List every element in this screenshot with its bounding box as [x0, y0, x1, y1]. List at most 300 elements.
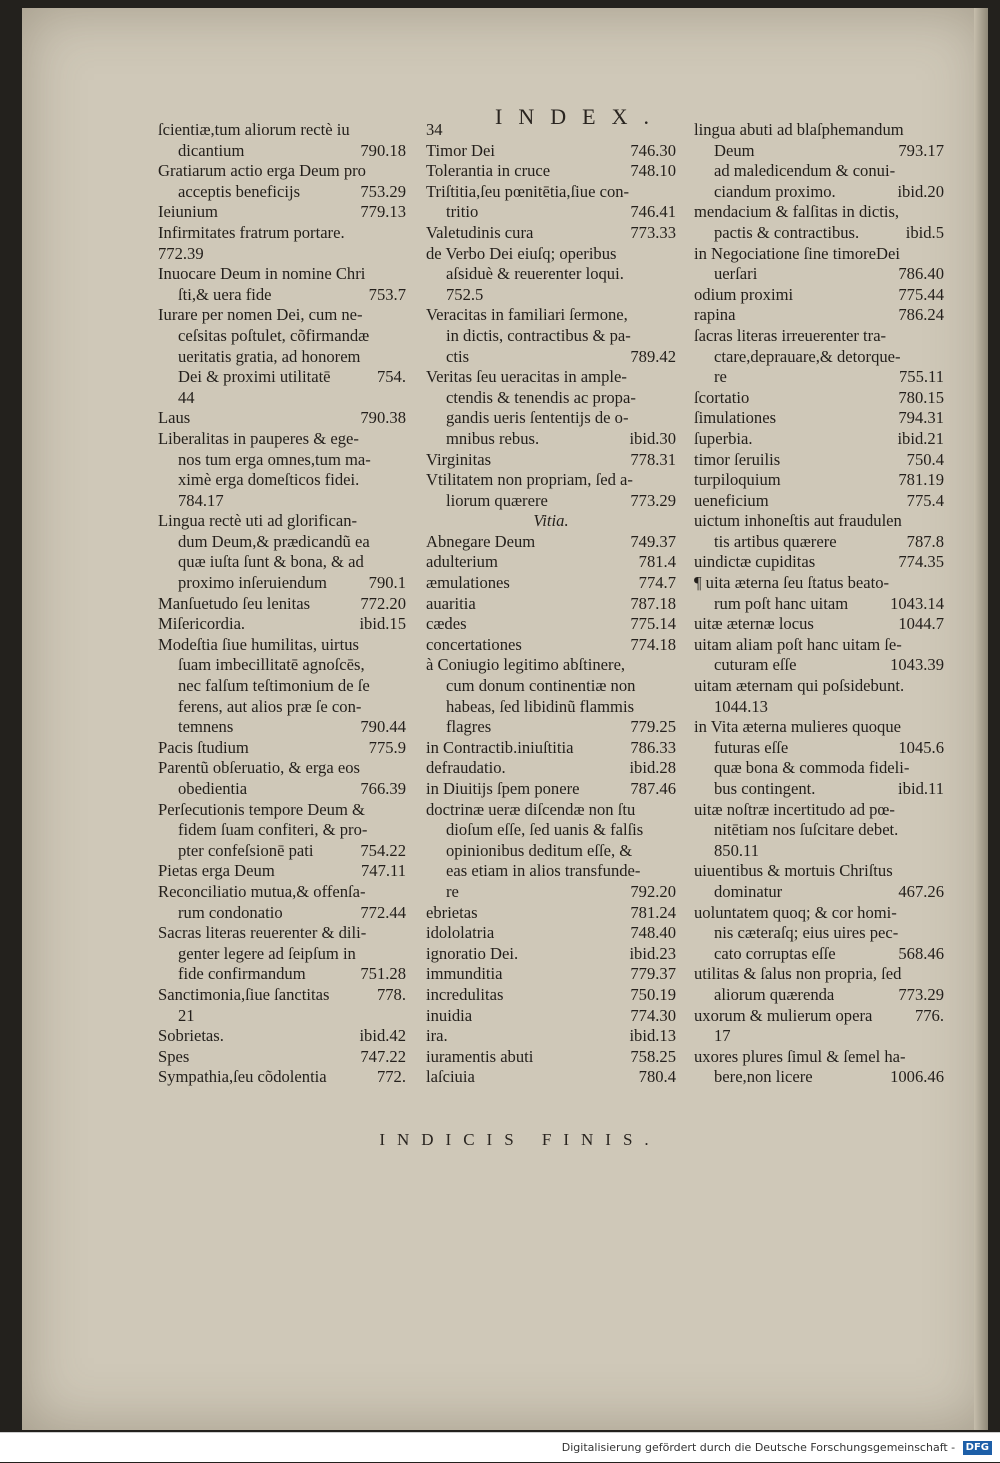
index-entry	[158, 1006, 406, 1027]
entry-page-ref: 775.44	[898, 284, 944, 304]
index-entry	[426, 676, 676, 697]
dfg-logo: DFG	[963, 1441, 992, 1455]
index-entry	[426, 614, 676, 635]
entry-text: Virginitas	[426, 449, 492, 469]
entry-page-ref: 786.40	[898, 264, 944, 284]
entry-text: defraudatio.	[426, 758, 506, 778]
entry-text: Sanctimonia,ſiue ſanctitas	[158, 984, 330, 1004]
index-entry	[426, 944, 676, 965]
entry-text: Inuocare Deum in nomine Chri	[158, 264, 366, 284]
entry-text: immunditia	[426, 964, 503, 984]
entry-text: cædes	[426, 614, 467, 634]
index-entry	[426, 182, 676, 203]
entry-page-ref: 787.46	[630, 779, 676, 798]
index-entry	[694, 944, 944, 965]
index-entry	[694, 141, 944, 162]
entry-text: lingua abuti ad blaſphemandum	[694, 120, 904, 139]
index-entry	[426, 861, 676, 882]
index-entry	[694, 800, 944, 821]
entry-page-ref: 781.19	[898, 470, 944, 490]
entry-text: in dictis, contractibus & pa-	[446, 325, 631, 345]
index-column-1	[158, 120, 406, 1088]
credit-text: Digitalisierung gefördert durch die Deutsche Forschungsgemeinschaft -	[561, 1441, 956, 1454]
entry-text: quæ bona & commoda fideli-	[714, 758, 910, 778]
index-entry	[158, 470, 406, 491]
index-entry	[158, 738, 406, 759]
entry-text: Veracitas in familiari ſermone,	[426, 305, 628, 325]
index-entry	[694, 635, 944, 656]
index-entry	[694, 429, 944, 450]
index-entry	[694, 964, 944, 985]
entry-text: æmulationes	[426, 573, 510, 593]
entry-text: Pietas erga Deum	[158, 861, 275, 881]
index-entry	[158, 141, 406, 162]
entry-page-ref: 774.7	[638, 573, 676, 593]
entry-page-ref: ibid.42	[359, 1026, 406, 1046]
colophon-line: INDICIS FINIS.	[379, 1130, 661, 1149]
entry-page-ref: 779.37	[630, 964, 676, 984]
entry-text: uitam aliam poſt hanc uitam ſe-	[694, 634, 902, 654]
entry-page-ref: 748.40	[630, 923, 676, 943]
entry-text: 850.11	[714, 840, 760, 860]
entry-text: mnibus rebus.	[446, 428, 540, 448]
index-entry	[158, 964, 406, 985]
index-entry	[426, 635, 676, 656]
index-entry	[426, 964, 676, 985]
entry-text: à Coniugio legitimo abſtinere,	[426, 655, 626, 675]
index-entry	[158, 388, 406, 409]
entry-text: mendacium & falſitas in dictis,	[694, 202, 900, 222]
index-entry	[158, 944, 406, 965]
entry-text: uindictæ cupiditas	[694, 552, 816, 572]
entry-text: gandis ueris ſententijs de o-	[446, 408, 629, 428]
index-entry	[694, 450, 944, 471]
index-entry	[694, 120, 944, 141]
index-entry	[158, 450, 406, 471]
entry-text: acceptis beneficijs	[178, 181, 301, 201]
index-entry	[694, 717, 944, 738]
index-entry	[426, 408, 676, 429]
entry-text: ¶ uita æterna ſeu ſtatus beato-	[694, 573, 890, 593]
entry-text: Veritas ſeu ueracitas in ample-	[426, 367, 627, 387]
entry-text: bere,non licere	[714, 1067, 813, 1087]
entry-text: ſimulationes	[694, 408, 777, 428]
entry-text: ad maledicendum & conui-	[714, 161, 896, 181]
index-entry	[694, 923, 944, 944]
index-entry	[426, 367, 676, 388]
entry-text: ferens, aut alios præ ſe con-	[178, 696, 362, 716]
entry-text: Liberalitas in pauperes & ege-	[158, 428, 359, 448]
entry-page-ref: ibid.13	[629, 1026, 676, 1046]
index-entry	[694, 223, 944, 244]
entry-text: turpiloquium	[694, 470, 781, 490]
index-entry	[694, 614, 944, 635]
entry-page-ref: 790.38	[360, 408, 406, 428]
entry-text: ira.	[426, 1026, 448, 1046]
entry-text: aſsiduè & reuerenter loqui.	[446, 264, 624, 284]
entry-text: 784.17	[178, 490, 224, 510]
entry-page-ref: 754.22	[360, 840, 406, 860]
entry-page-ref: ibid.23	[629, 943, 676, 963]
entry-page-ref: 789.42	[630, 346, 676, 366]
entry-text: doctrinæ ueræ diſcendæ non ſtu	[426, 799, 636, 819]
index-entry	[158, 779, 406, 800]
entry-text: Spes	[158, 1046, 190, 1066]
entry-text: timor ſeruilis	[694, 449, 781, 469]
entry-page-ref: ibid.21	[897, 428, 944, 448]
index-entry	[426, 470, 676, 491]
entry-text: Pacis ſtudium	[158, 737, 249, 757]
entry-page-ref: 749.37	[630, 531, 676, 551]
entry-text: proximo inſeruiendum	[178, 573, 327, 593]
index-entry	[158, 511, 406, 532]
index-entry	[158, 532, 406, 553]
index-entry	[694, 820, 944, 841]
entry-text: ſti,& uera fide	[178, 284, 272, 304]
entry-text: opinionibus deditum eſſe, &	[446, 840, 633, 860]
index-entry	[158, 244, 406, 265]
entry-text: Sympathia,ſeu cõdolentia	[158, 1067, 327, 1087]
entry-text: aliorum quærenda	[714, 984, 835, 1004]
entry-text: re	[446, 881, 459, 901]
entry-text: uxores plures ſimul & ſemel ha-	[694, 1046, 906, 1066]
entry-text: inuidia	[426, 1005, 473, 1025]
index-entry	[426, 120, 676, 141]
index-entry	[426, 779, 676, 800]
index-entry	[426, 347, 676, 368]
index-entry	[426, 820, 676, 841]
entry-page-ref: ibid.11	[898, 779, 944, 798]
entry-text: habeas, ſed libidinũ flammis	[446, 696, 635, 716]
entry-text: uitam æternam qui poſsidebunt.	[694, 676, 905, 696]
entry-page-ref: 775.4	[906, 490, 944, 510]
index-entry	[426, 264, 676, 285]
entry-text: laſciuia	[426, 1067, 475, 1087]
index-entry	[694, 1047, 944, 1068]
index-entry	[426, 655, 676, 676]
entry-text: pter confeſsionē pati	[178, 840, 314, 860]
entry-page-ref: 568.46	[898, 943, 944, 963]
entry-text: in Vita æterna mulieres quoque	[694, 717, 901, 737]
entry-page-ref: 773.29	[630, 490, 676, 510]
entry-page-ref: 747.22	[360, 1046, 406, 1066]
index-entry	[694, 408, 944, 429]
index-entry	[158, 573, 406, 594]
entry-text: uitæ æternæ locus	[694, 614, 814, 634]
book-page	[22, 8, 988, 1430]
index-entry	[158, 347, 406, 368]
entry-page-ref: ibid.28	[629, 758, 676, 778]
index-entry	[426, 738, 676, 759]
entry-text: Timor Dei	[426, 140, 495, 160]
entry-text: re	[714, 367, 727, 387]
entry-text: Triſtitia,ſeu pœnitētia,ſiue con-	[426, 181, 630, 201]
index-entry	[426, 1006, 676, 1027]
index-entry	[426, 491, 676, 512]
entry-page-ref: 772.44	[360, 902, 406, 922]
entry-text: uiuentibus & mortuis Chriſtus	[694, 861, 893, 881]
entry-text: incredulitas	[426, 984, 504, 1004]
index-entry	[158, 882, 406, 903]
index-entry	[426, 388, 676, 409]
entry-text: pactis & contractibus.	[714, 222, 860, 242]
entry-text: ctis	[446, 346, 470, 366]
entry-text: nitētiam nos ſuſcitare debet.	[714, 820, 899, 840]
running-header: INDEX.	[495, 104, 665, 129]
entry-text: Manſuetudo ſeu lenitas	[158, 593, 311, 613]
entry-text: Modeſtia ſiue humilitas, uirtus	[158, 634, 359, 654]
index-entry	[694, 388, 944, 409]
index-column-2	[426, 120, 676, 1088]
index-entry	[694, 676, 944, 697]
entry-text: ſcortatio	[694, 387, 750, 407]
entry-page-ref: 779.13	[360, 202, 406, 222]
entry-page-ref: 774.18	[630, 634, 676, 654]
index-entry	[694, 552, 944, 573]
entry-text: fide confirmandum	[178, 964, 306, 984]
entry-text: 17	[714, 1026, 731, 1046]
entry-text: Infirmitates fratrum portare.	[158, 222, 345, 242]
entry-page-ref: ibid.15	[359, 614, 406, 634]
entry-page-ref: 758.25	[630, 1046, 676, 1066]
entry-text: uerſari	[714, 264, 758, 284]
index-entry	[426, 1047, 676, 1068]
index-entry	[426, 697, 676, 718]
index-entry	[158, 676, 406, 697]
index-entry	[426, 758, 676, 779]
index-entry	[158, 367, 406, 388]
entry-page-ref: 1043.39	[890, 655, 944, 675]
entry-text: uictum inhoneſtis aut fraudulen	[694, 511, 902, 531]
entry-text: 44	[178, 387, 195, 407]
index-entry	[694, 1026, 944, 1047]
entry-text: Parentũ obſeruatio, & erga eos	[158, 758, 360, 778]
entry-text: nos tum erga omnes,tum ma-	[178, 449, 371, 469]
index-entry	[694, 861, 944, 882]
index-entry	[694, 655, 944, 676]
index-entry	[158, 429, 406, 450]
index-entry	[158, 120, 406, 141]
entry-text: ximè erga domeſticos fidei.	[178, 470, 360, 490]
index-entry	[426, 552, 676, 573]
entry-page-ref: ibid.30	[629, 428, 676, 448]
entry-page-ref: 755.11	[898, 367, 944, 387]
entry-page-ref: 781.24	[630, 902, 676, 922]
entry-text: uoluntatem quoq; & cor homi-	[694, 902, 897, 922]
entry-page-ref: 753.7	[368, 284, 406, 304]
entry-page-ref: 750.4	[906, 449, 944, 469]
entry-text: uxorum & mulierum opera	[694, 1005, 873, 1025]
index-entry	[694, 285, 944, 306]
entry-text: Sacras literas reuerenter & dili-	[158, 923, 367, 943]
index-entry	[158, 161, 406, 182]
entry-page-ref: ibid.20	[897, 181, 944, 201]
entry-text: tritio	[446, 202, 479, 222]
entry-text: in Contractib.iniuſtitia	[426, 737, 574, 757]
entry-text: flagres	[446, 717, 492, 737]
index-entry	[158, 305, 406, 326]
entry-text: Miſericordia.	[158, 614, 246, 634]
entry-text: Tolerantia in cruce	[426, 161, 551, 181]
index-entry	[426, 985, 676, 1006]
index-entry	[694, 202, 944, 223]
entry-text: cum donum continentiæ non	[446, 676, 636, 696]
index-entry	[694, 882, 944, 903]
digitization-credit	[0, 1432, 1000, 1462]
index-entry	[426, 903, 676, 924]
entry-text: 21	[178, 1005, 195, 1025]
index-entry	[158, 1067, 406, 1088]
index-entry	[694, 367, 944, 388]
index-entry	[426, 1067, 676, 1088]
entry-text: obedientia	[178, 779, 248, 798]
index-entry	[158, 552, 406, 573]
entry-page-ref: 790.44	[360, 717, 406, 737]
entry-text: adulterium	[426, 552, 498, 572]
index-entry	[426, 841, 676, 862]
index-entry	[694, 244, 944, 265]
entry-text: ctare,deprauare,& detorque-	[714, 346, 901, 366]
index-entry	[694, 532, 944, 553]
entry-text: Ieiunium	[158, 202, 218, 222]
entry-page-ref: 751.28	[360, 964, 406, 984]
entry-page-ref: 748.10	[630, 161, 676, 181]
index-entry	[694, 511, 944, 532]
entry-page-ref: 1043.14	[890, 593, 944, 613]
index-entry	[694, 305, 944, 326]
index-entry	[158, 758, 406, 779]
entry-text: Gratiarum actio erga Deum pro	[158, 161, 366, 181]
index-entry	[694, 491, 944, 512]
index-entry	[158, 285, 406, 306]
entry-text: futuras eſſe	[714, 737, 789, 757]
entry-text: liorum quærere	[446, 490, 548, 510]
entry-page-ref: 780.4	[638, 1067, 676, 1087]
index-entry	[158, 841, 406, 862]
entry-page-ref: 746.30	[630, 140, 676, 160]
entry-page-ref: 750.19	[630, 984, 676, 1004]
index-entry	[426, 161, 676, 182]
entry-page-ref: 794.31	[898, 408, 944, 428]
index-entry	[158, 1047, 406, 1068]
index-entry	[694, 161, 944, 182]
entry-text: genter legere ad ſeipſum in	[178, 943, 356, 963]
index-entry	[426, 326, 676, 347]
index-entry	[426, 244, 676, 265]
entry-text: fidem ſuam confiteri, & pro-	[178, 820, 368, 840]
index-entry	[426, 450, 676, 471]
entry-text: cato corruptas eſſe	[714, 943, 836, 963]
entry-page-ref: 786.33	[630, 737, 676, 757]
index-entry	[694, 1006, 944, 1027]
index-entry	[426, 573, 676, 594]
index-entry	[158, 223, 406, 244]
index-entry	[426, 717, 676, 738]
entry-text: Sobrietas.	[158, 1026, 224, 1046]
entry-text: dominatur	[714, 881, 783, 901]
entry-page-ref: 792.20	[630, 881, 676, 901]
index-entry	[694, 326, 944, 347]
entry-page-ref: 786.24	[898, 305, 944, 325]
entry-page-ref: 778.	[376, 984, 406, 1004]
index-entry	[158, 655, 406, 676]
entry-text: ebrietas	[426, 902, 478, 922]
entry-text: 34	[426, 120, 443, 139]
entry-page-ref: 790.1	[368, 573, 406, 593]
entry-text: ueritatis gratia, ad honorem	[178, 346, 361, 366]
index-entry	[426, 141, 676, 162]
entry-text: ueneficium	[694, 490, 769, 510]
entry-page-ref: 775.14	[630, 614, 676, 634]
entry-page-ref: 772.20	[360, 593, 406, 613]
entry-text: Lingua rectè uti ad glorifican-	[158, 511, 358, 531]
entry-text: Iurare per nomen Dei, cum ne-	[158, 305, 363, 325]
entry-page-ref: 774.30	[630, 1005, 676, 1025]
entry-text: tis artibus quærere	[714, 531, 837, 551]
index-entry	[158, 800, 406, 821]
index-entry	[426, 800, 676, 821]
index-entry	[426, 594, 676, 615]
entry-text: uitæ noſtræ incertitudo ad pœ-	[694, 799, 895, 819]
index-entry	[426, 202, 676, 223]
entry-text: nis cæteraſq; eius uires pec-	[714, 923, 899, 943]
entry-page-ref: 787.8	[906, 531, 944, 551]
index-entry	[158, 491, 406, 512]
index-entry	[694, 738, 944, 759]
entry-page-ref: 1006.46	[890, 1067, 944, 1087]
entry-page-ref: 766.39	[360, 779, 406, 798]
index-entry	[694, 841, 944, 862]
entry-text: rum condonatio	[178, 902, 283, 922]
entry-page-ref: 775.9	[368, 737, 406, 757]
entry-text: de Verbo Dei eiuſq; operibus	[426, 243, 617, 263]
entry-text: Laus	[158, 408, 191, 428]
index-entry	[426, 429, 676, 450]
entry-page-ref: 772.	[376, 1067, 406, 1087]
entry-text: 752.5	[446, 284, 484, 304]
entry-text: in Diuitijs ſpem ponere	[426, 779, 580, 798]
entry-text: Deum	[714, 140, 755, 160]
entry-text: ſuperbia.	[694, 428, 753, 448]
page-gutter	[974, 8, 988, 1430]
entry-page-ref: 776.	[914, 1005, 944, 1025]
index-entry	[158, 264, 406, 285]
index-entry	[694, 985, 944, 1006]
entry-text: ſcientiæ,tum aliorum rectè iu	[158, 120, 350, 139]
entry-text: auaritia	[426, 593, 476, 613]
index-entry	[694, 470, 944, 491]
index-entry	[158, 985, 406, 1006]
entry-text: ceſsitas poſtulet, cõfirmandæ	[178, 325, 370, 345]
entry-page-ref: 774.35	[898, 552, 944, 572]
entry-text: rapina	[694, 305, 736, 325]
entry-text: Valetudinis cura	[426, 222, 534, 242]
entry-text: cuturam eſſe	[714, 655, 797, 675]
entry-page-ref: 787.18	[630, 593, 676, 613]
index-entry	[694, 758, 944, 779]
index-entry	[694, 1067, 944, 1088]
index-entry	[694, 697, 944, 718]
entry-text: 772.39	[158, 243, 204, 263]
entry-text: odium proximi	[694, 284, 794, 304]
entry-text: Vtilitatem non propriam, ſed a-	[426, 470, 633, 490]
index-entry	[426, 285, 676, 306]
entry-text: in Negociatione ſine timoreDei	[694, 243, 900, 263]
entry-text: utilitas & ſalus non propria, ſed	[694, 964, 902, 984]
index-entry	[158, 903, 406, 924]
index-entry	[158, 1026, 406, 1047]
entry-text: eas etiam in alios transfunde-	[446, 861, 641, 881]
